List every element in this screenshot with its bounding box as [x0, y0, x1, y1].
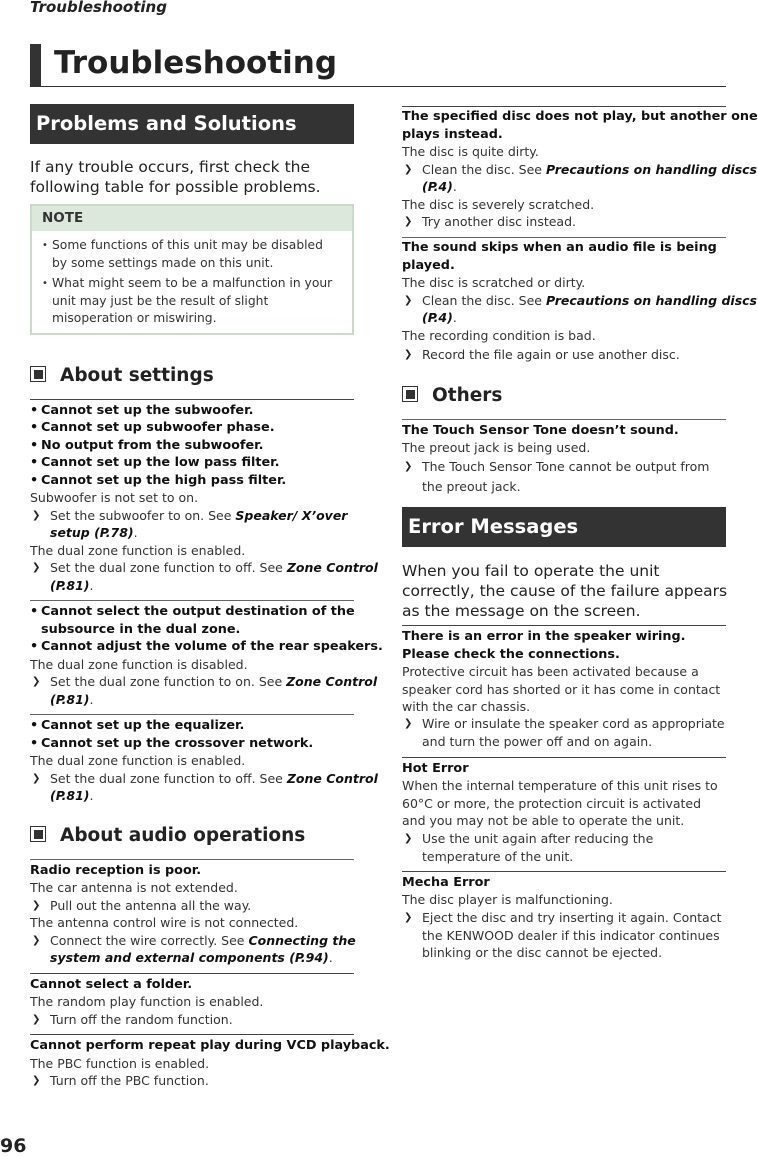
solution-text: ❯ Set the dual zone function to off. See Zone Control — [50, 559, 378, 577]
solution-text: ❯ Use the unit again after reducing the temperature of the unit. — [422, 830, 722, 865]
bullet-crossover: • Cannot set up the crossover network. — [41, 735, 313, 753]
solution-text: ❯ Wire or insulate the speaker cord as appropriate and turn the power off and on again. — [422, 715, 728, 750]
bullet-low-pass: • Cannot set up the low pass filter. — [41, 454, 280, 472]
bullet-output-destination-cont: subsource in the dual zone. — [41, 622, 241, 637]
solution-text: ❯ Set the dual zone function to off. See Zone Control — [50, 770, 378, 788]
reference-link[interactable]: setup (P.78) — [50, 525, 134, 540]
cause-text: Protective circuit has been activated because a speaker cord has shorted or it has come in contact with the car chassis. — [402, 664, 721, 714]
solution-text: ❯ Connect the wire correctly. See Connecting the — [50, 932, 356, 950]
problem-title-cont: played. — [402, 258, 455, 273]
solution-text: ❯ Set the subwoofer to on. See Speaker/ X’over — [50, 507, 347, 525]
error-title-mecha: Mecha Error — [402, 875, 490, 890]
divider — [30, 859, 354, 860]
cause-text: The dual zone function is enabled. — [30, 753, 246, 768]
running-head: Troubleshooting — [30, 0, 167, 16]
problem-title-cont: plays instead. — [402, 127, 503, 142]
problem-title: Cannot perform repeat play during VCD playback. — [30, 1038, 390, 1053]
solution-text: ❯ Record the file again or use another disc. — [422, 346, 680, 364]
reference-link[interactable]: Precautions on handling discs — [545, 162, 757, 177]
section-square-icon — [402, 386, 418, 402]
cause-text: The random play function is enabled. — [30, 994, 264, 1009]
divider — [30, 600, 354, 601]
reference-link[interactable]: Zone Control — [286, 771, 378, 786]
problem-title: The specified disc does not play, but another one — [402, 109, 758, 124]
solution-text-cont: (P.4). — [422, 310, 457, 325]
cause-text: The disc is severely scratched. — [402, 197, 595, 212]
others-heading: Others — [402, 384, 502, 408]
bullet-rear-volume: • Cannot adjust the volume of the rear speakers. — [41, 638, 383, 656]
reference-link[interactable]: (P.81) — [50, 692, 90, 707]
section-square-icon — [30, 366, 46, 382]
divider — [402, 871, 726, 872]
reference-link[interactable]: Zone Control — [286, 674, 378, 689]
divider — [30, 399, 354, 400]
bullet-equalizer: • Cannot set up the equalizer. — [41, 717, 244, 735]
problem-title: The sound skips when an audio file is being — [402, 240, 717, 255]
problem-title: Cannot select a folder. — [30, 977, 193, 992]
cause-text: The antenna control wire is not connected. — [30, 915, 299, 930]
solution-text-cont: (P.4). — [422, 179, 457, 194]
cause-text: The recording condition is bad. — [402, 328, 596, 343]
solution-text: ❯ Eject the disc and try inserting it again. Contact the KENWOOD dealer if this indicator continues blinking or the disc cannot be ejected. — [422, 909, 728, 962]
divider — [402, 106, 726, 107]
solution-text-cont: (P.81). — [50, 788, 94, 803]
page-number: 96 — [0, 1135, 27, 1157]
bullet-subwoofer-phase: • Cannot set up subwoofer phase. — [41, 419, 275, 437]
error-title-speaker: There is an error in the speaker wiring. Please check the connections. — [402, 629, 686, 662]
reference-link[interactable]: system and external components (P.94) — [50, 950, 329, 965]
about-settings-heading: About settings — [30, 364, 214, 388]
solution-text: ❯ Turn off the PBC function. — [50, 1072, 209, 1090]
solution-text: ❯ Clean the disc. See Precautions on handling discs — [422, 292, 757, 310]
bullet-subwoofer: • Cannot set up the subwoofer. — [41, 402, 253, 420]
cause-text: The dual zone function is disabled. — [30, 657, 248, 672]
divider — [402, 625, 726, 626]
reference-link[interactable]: (P.81) — [50, 578, 90, 593]
divider — [402, 757, 726, 758]
cause-text: The disc player is malfunctioning. — [402, 892, 613, 907]
cause-text: When the internal temperature of this unit rises to 60°C or more, the protection circuit is activated and you may not be able to operate the unit. — [402, 778, 718, 828]
reference-link[interactable]: (P.81) — [50, 788, 90, 803]
problems-and-solutions-heading: Problems and Solutions — [30, 104, 354, 144]
cause-text: The preout jack is being used. — [402, 440, 591, 455]
solution-text-cont: (P.81). — [50, 578, 94, 593]
solution-text: ❯ Set the dual zone function to on. See Zone Control — [50, 673, 377, 691]
section-square-icon — [30, 826, 46, 842]
problem-title: Radio reception is poor. — [30, 863, 202, 878]
note-item-2: • What might seem to be a malfunction in your unit may just be the result of slight misoperation or miswiring. — [52, 275, 334, 328]
solution-text: ❯ Turn off the random function. — [50, 1011, 233, 1029]
cause-text: The PBC function is enabled. — [30, 1056, 210, 1071]
divider — [402, 419, 726, 420]
divider — [30, 714, 354, 715]
solution-text: ❯ Try another disc instead. — [422, 213, 576, 231]
reference-link[interactable]: (P.4) — [422, 310, 453, 325]
reference-link[interactable]: Zone Control — [286, 560, 378, 575]
cause-text: The dual zone function is enabled. — [30, 543, 246, 558]
divider — [30, 973, 354, 974]
note-title: NOTE — [32, 206, 352, 231]
divider — [30, 1034, 354, 1035]
solution-text: ❯ The Touch Sensor Tone cannot be output from the preout jack. — [422, 457, 722, 497]
note-item-1: • Some functions of this unit may be disabled by some settings made on this unit. — [52, 237, 334, 272]
bullet-high-pass: • Cannot set up the high pass filter. — [41, 472, 286, 490]
solution-text: ❯ Pull out the antenna all the way. — [50, 897, 251, 915]
cause-text: The car antenna is not extended. — [30, 880, 238, 895]
bullet-no-output: • No output from the subwoofer. — [41, 437, 264, 455]
cause-text: The disc is scratched or dirty. — [402, 275, 586, 290]
problem-title: The Touch Sensor Tone doesn’t sound. — [402, 423, 679, 438]
page-title-bar — [30, 44, 726, 87]
error-title-hot: Hot Error — [402, 761, 469, 776]
problems-intro: If any trouble occurs, first check the following table for possible problems. — [30, 158, 321, 196]
reference-link[interactable]: Connecting the — [248, 933, 356, 948]
reference-link[interactable]: (P.4) — [422, 179, 453, 194]
reference-link[interactable]: Precautions on handling discs — [545, 293, 757, 308]
error-messages-intro: When you fail to operate the unit correctly, the cause of the failure appears as the message on the screen. — [402, 562, 728, 620]
error-messages-heading: Error Messages — [402, 507, 726, 547]
divider — [402, 237, 726, 238]
about-audio-heading: About audio operations — [30, 824, 305, 848]
cause-text: The disc is quite dirty. — [402, 144, 539, 159]
solution-text-cont: system and external components (P.94). — [50, 950, 333, 965]
solution-text: ❯ Clean the disc. See Precautions on handling discs — [422, 161, 757, 179]
bullet-output-destination: • Cannot select the output destination of the — [41, 603, 355, 621]
cause-text: Subwoofer is not set to on. — [30, 490, 199, 505]
solution-text-cont: (P.81). — [50, 692, 94, 707]
reference-link[interactable]: Speaker/ X’over — [235, 508, 348, 523]
title-accent-bar — [30, 44, 41, 86]
page-title: Troubleshooting — [54, 45, 338, 81]
solution-text-cont: setup (P.78). — [50, 525, 138, 540]
note-box — [30, 204, 354, 335]
